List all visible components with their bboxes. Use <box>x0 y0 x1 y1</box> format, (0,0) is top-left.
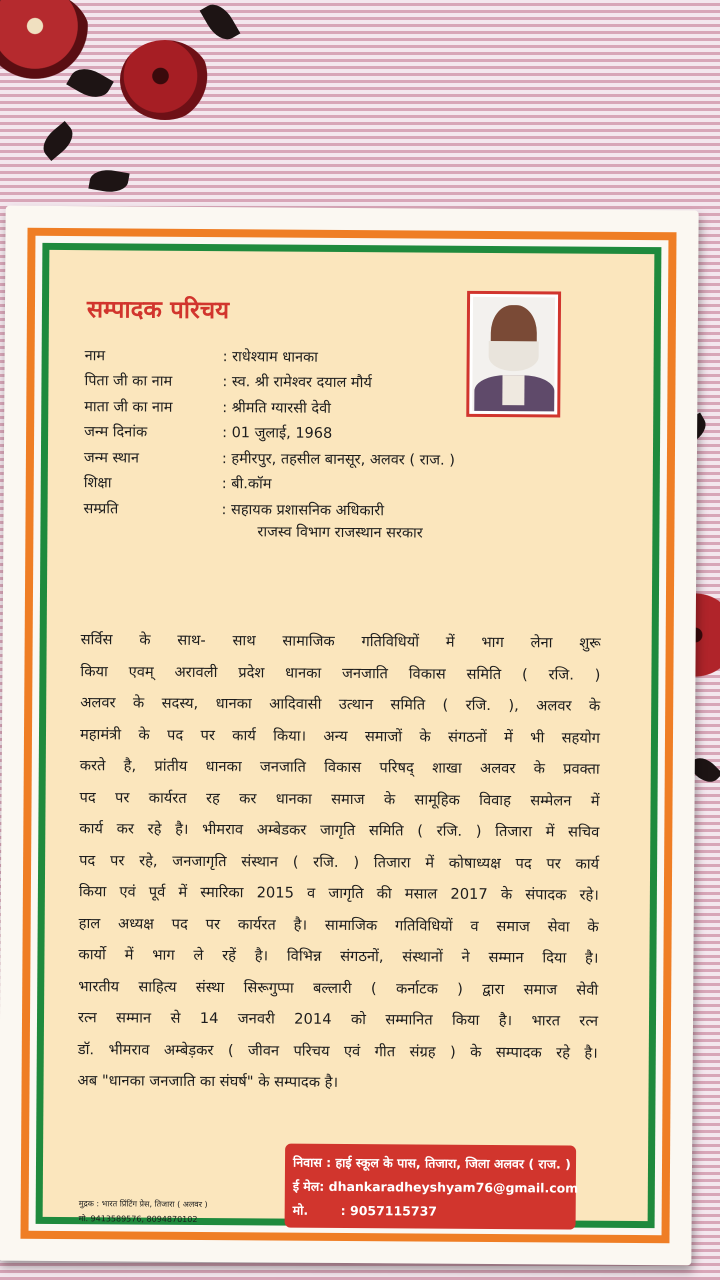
contact-address-row <box>292 1150 571 1176</box>
biography-line: रत्न सम्मान से 14 जनवरी 2014 को सम्मानित किया है। भारत रत्न <box>77 1009 599 1030</box>
email-label: ई मेल <box>292 1178 320 1194</box>
phone-label: मो. <box>292 1202 309 1218</box>
green-border <box>36 243 662 1228</box>
biography-line: भारतीय साहित्य संस्था सिरूगुप्पा बल्लारी ( कर्नाटक ) द्वारा समाज सेवी <box>78 977 599 999</box>
fabric-flower <box>120 40 210 120</box>
card-content <box>43 250 655 1224</box>
biography-line: किया एवम् अरावली प्रदेश धानका जनजाति विकास समिति ( रजि. ) <box>80 662 601 684</box>
contact-box <box>285 1144 577 1230</box>
orange-border <box>20 228 676 1244</box>
biography-line: सर्विस के साथ- साथ सामाजिक गतिविधियों में भाग लेना शुरू <box>80 631 601 652</box>
biography-line: किया एवं पूर्व में स्मारिका 2015 व जागृति की मसाल 2017 के संपादक रहे। <box>78 883 599 904</box>
white-border <box>29 236 669 1235</box>
detail-row-education <box>84 470 455 498</box>
printer-info <box>79 1196 208 1227</box>
detail-label: जन्म स्थान <box>83 449 140 467</box>
contact-email-row <box>292 1174 579 1200</box>
details-list <box>83 342 456 542</box>
fabric-flower <box>0 0 90 80</box>
detail-label: पिता जी का नाम <box>84 373 173 391</box>
detail-row-name <box>85 342 456 370</box>
phone-value[interactable]: : 9057115737 <box>340 1202 438 1219</box>
biography-line: पद पर रहे, जनजागृति संस्थान ( रजि. ) तिजारा में कोषाध्यक्ष पद पर कार्य <box>79 851 600 873</box>
detail-label: शिक्षा <box>83 475 112 492</box>
email-value[interactable]: : dhankaradheyshyam76@gmail.com <box>319 1178 579 1196</box>
biography-line: महामंत्री के पद पर कार्य किया। अन्य समाजों के संगठनों में भी सहयोग <box>79 725 601 747</box>
detail-row-dob <box>84 419 455 447</box>
detail-row-mother <box>84 393 455 421</box>
page-title: सम्पादक परिचय <box>86 294 230 325</box>
printer-phone: मो. 9413589576, 8094870102 <box>78 1214 198 1224</box>
address-label: निवास : <box>292 1154 332 1170</box>
detail-label: सम्प्रति <box>83 500 119 518</box>
biography-line: अलवर के सदस्य, धानका आदिवासी उत्थान समिति ( रजि. ), अलवर के <box>80 694 601 715</box>
detail-label: जन्म दिनांक <box>84 424 148 441</box>
detail-row-occupation <box>83 495 454 523</box>
fabric-leaf <box>66 62 114 105</box>
editor-profile-card <box>0 206 699 1266</box>
detail-value: : 01 जुलाई, 1968 <box>222 425 333 443</box>
biography-line: पद पर कार्यरत रह कर धानका समाज के सामूहिक विवाह सम्मेलन में <box>79 788 600 810</box>
address-value: हाई स्कूल के पास, तिजारा, जिला अलवर ( राज. ) <box>335 1154 571 1172</box>
detail-value: : राधेश्याम धानका <box>222 348 319 366</box>
biography-line: डॉ. भीमराव अम्बेड़कर ( जीवन परिचय एवं गीत संग्रह ) के सम्पादक रहे है। <box>77 1040 598 1062</box>
detail-value: : स्व. श्री रामेश्वर दयाल मौर्य <box>222 374 372 392</box>
biography-line: कार्य कर रहे है। भीमराव अम्बेडकर जागृति समिति ( रजि. ) तिजारा में सचिव <box>79 820 600 841</box>
biography-line: अब "धानका जनजाति का संघर्ष" के सम्पादक है। <box>77 1072 339 1091</box>
printer-name: मुद्रक : भारत प्रिंटिंग प्रेस, तिजारा ( अलवर ) <box>78 1199 208 1210</box>
editor-photo <box>466 291 561 418</box>
fabric-leaf <box>37 121 79 161</box>
detail-value: : हमीरपुर, तहसील बानसूर, अलवर ( राज. ) <box>221 450 456 469</box>
contact-phone-row <box>293 1198 568 1224</box>
occupation-department: राजस्व विभाग राजस्थान सरकार <box>257 524 423 542</box>
biography-paragraph <box>77 624 600 1100</box>
fabric-leaf <box>200 0 241 45</box>
biography-line: हाल अध्यक्ष पद पर कार्यरत है। सामाजिक गतिविधियों व समाज सेवा के <box>78 914 599 936</box>
biography-line: करते है, प्रांतीय धानका जनजाति विकास परिषद् शाखा अलवर के प्रवक्ता <box>79 757 600 778</box>
detail-row-birthplace <box>84 444 455 472</box>
detail-value: : श्रीमति ग्यारसी देवी <box>222 399 332 417</box>
fabric-leaf <box>88 167 129 195</box>
detail-row-father <box>84 368 455 396</box>
biography-line: कार्यो में भाग ले रहें है। विभिन्न संगठनों, संस्थानों ने सम्मान दिया है। <box>78 946 599 967</box>
detail-value: : बी.कॉम <box>221 476 272 493</box>
detail-label: नाम <box>84 347 106 365</box>
detail-label: माता जी का नाम <box>84 398 173 416</box>
detail-value: : सहायक प्रशासनिक अधिकारी <box>221 501 385 519</box>
